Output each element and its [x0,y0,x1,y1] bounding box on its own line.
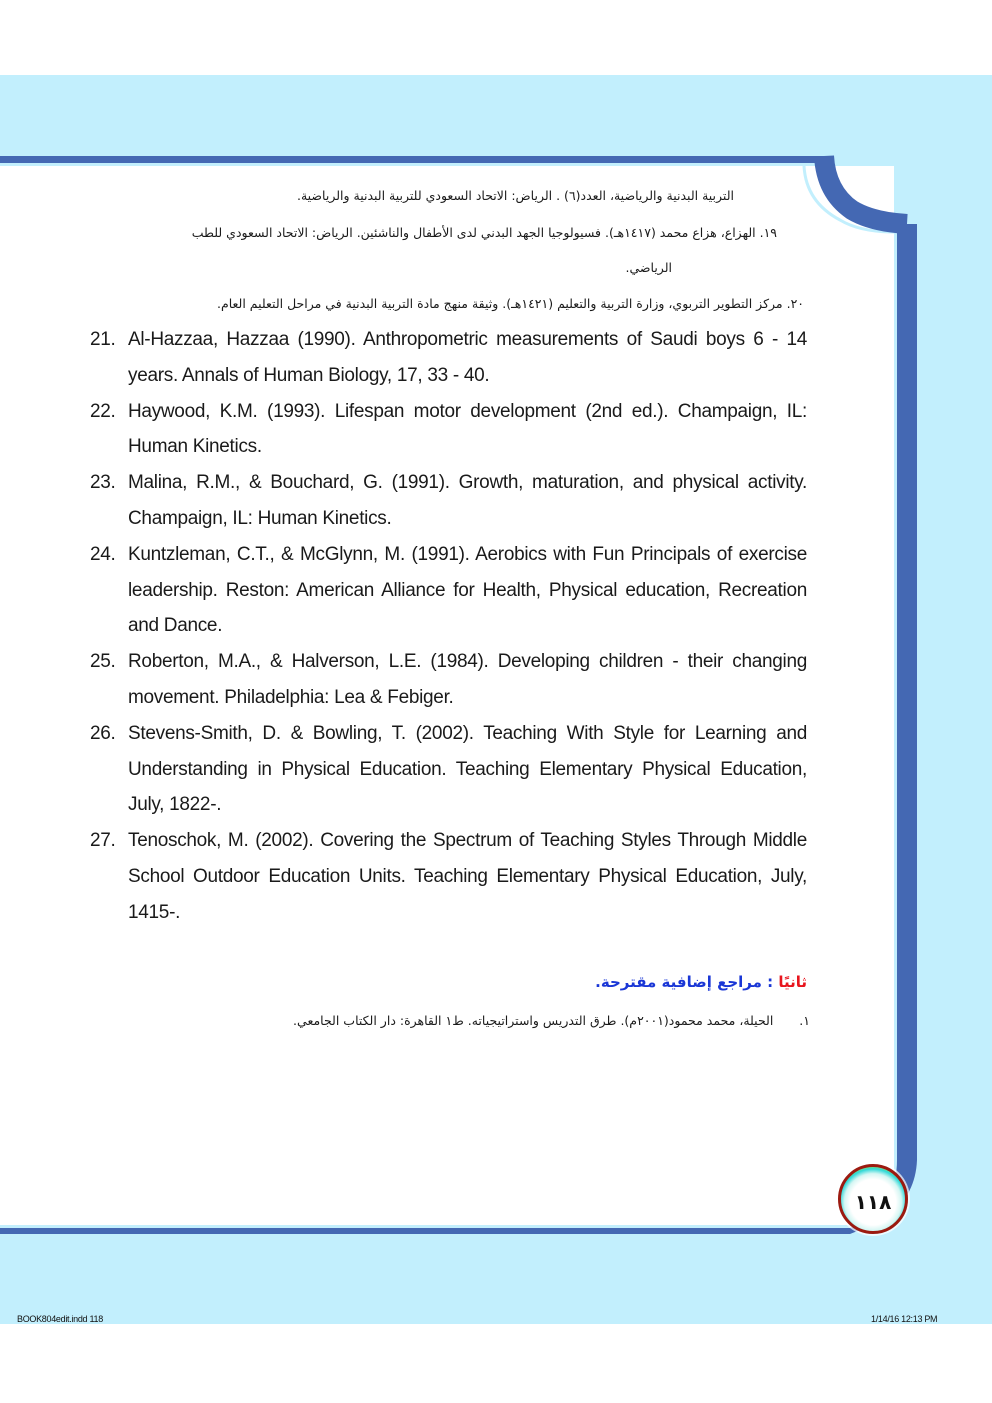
reference-item [90,465,807,537]
footer-timestamp: 1/14/16 12:13 PM [871,1314,938,1324]
section-heading-suggested-references [595,973,807,991]
reference-text: Roberton, M.A., & Halverson, L.E. (1984). Developing children - their changing movement. Philadelphia: Lea & Febiger. [128,651,807,708]
section-heading-ordinal: ثانيًا [778,973,807,991]
english-references-list [90,322,807,931]
page-number-badge [838,1164,908,1234]
reference-number: 21. [90,329,116,350]
arabic-reference-20: ٢٠. مركز التطوير التربوي، وزارة التربية والتعليم (١٤٢١هـ). وثيقة منهج مادة التربية البدنية في مراحل التعليم العام. [216,296,804,311]
reference-text: Kuntzleman, C.T., & McGlynn, M. (1991). Aerobics with Fun Principals of exercise leadership. Reston: American Alliance for Health, Physical education, Recreation and Dance. [128,543,807,637]
reference-number: 25. [90,651,116,673]
reference-number: 23. [90,472,116,494]
footer-file-name: BOOK804edit.indd 118 [17,1314,103,1324]
frame-bottom-stripe [0,1228,850,1234]
reference-text: Al-Hazzaa, Hazzaa (1990). Anthropometric measurements of Saudi boys 6 - 14 years. Annals of Human Biology, 17, 33 - 40. [128,329,807,386]
arabic-reference-19-continuation: الرياضي. [625,260,672,275]
reference-item [90,823,807,930]
frame-top-stripe [0,156,824,163]
reference-item [90,537,807,644]
suggested-reference-number: ١. [799,1013,810,1028]
suggested-reference-text: الحيلة، محمد محمود(٢٠٠١م). طرق التدريس واستراتيجياته. ط١ القاهرة: دار الكتاب الجامعي. [293,1013,774,1028]
reference-text: Malina, R.M., & Bouchard, G. (1991). Growth, maturation, and physical activity. Champaign, IL: Human Kinetics. [128,472,807,529]
reference-text: Haywood, K.M. (1993). Lifespan motor development (2nd ed.). Champaign, IL: Human Kinetics. [128,400,807,458]
reference-number: 27. [90,830,116,852]
frame-right-stripe [897,238,917,1158]
page-number: ١١٨ [854,1190,892,1214]
reference-item [90,644,807,716]
reference-item [90,394,807,466]
reference-item [90,322,807,394]
reference-text: Stevens-Smith, D. & Bowling, T. (2002). Teaching With Style for Learning and Understanding in Physical Education. Teaching Elementary Physical Education, July, 1822-. [128,722,807,816]
reference-item [90,716,807,823]
suggested-reference-item [293,1013,810,1028]
reference-text: Tenoschok, M. (2002). Covering the Spectrum of Teaching Styles Through Middle School Outdoor Education Units. Teaching Elementary Physical Education, July, 1415-. [128,830,807,923]
reference-number: 22. [90,400,116,422]
frame-corner-curve [780,140,920,250]
arabic-reference-continuation: التربية البدنية والرياضية، العدد(٦) . الرياض: الاتحاد السعودي للتربية البدنية والرياضية. [296,188,734,203]
arabic-reference-19: ١٩. الهزاع، هزاع محمد (١٤١٧هـ). فسيولوجيا الجهد البدني لدى الأطفال والناشئين. الرياض: الاتحاد السعودي للطب [191,225,777,240]
reference-number: 26. [90,722,116,744]
reference-number: 24. [90,543,116,565]
section-heading-title: : مراجع إضافية مقترحة. [595,973,774,991]
